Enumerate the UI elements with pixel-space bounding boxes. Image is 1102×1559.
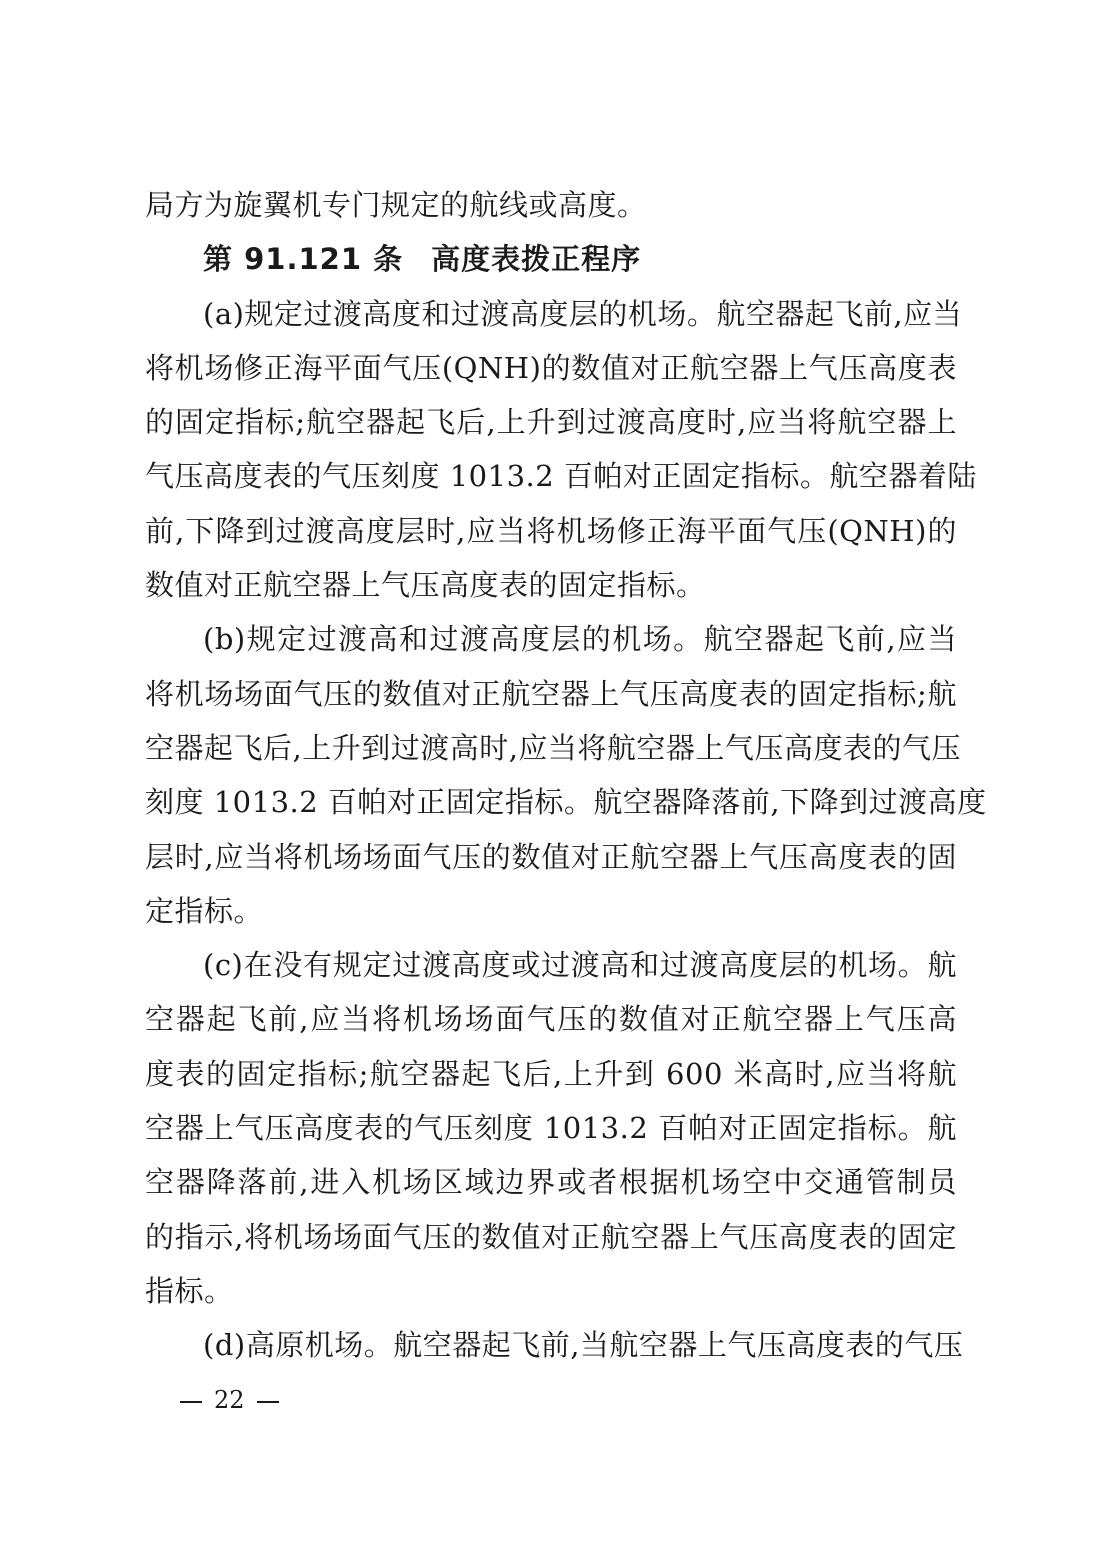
paragraph-c — [145, 938, 957, 1318]
text-line: 刻度 1013.2 百帕对正固定指标。航空器降落前,下降到过渡高度 — [145, 785, 987, 820]
text-line: 空器起飞后,上升到过渡高时,应当将航空器上气压高度表的气压 — [145, 730, 961, 765]
dash-right — [257, 1401, 279, 1403]
text-line: 度表的固定指标;航空器起飞后,上升到 600 米高时,应当将航 — [145, 1056, 957, 1091]
text-line: (d)高原机场。航空器起飞前,当航空器上气压高度表的气压 — [203, 1328, 964, 1363]
document-page — [145, 178, 987, 1373]
text-line: (a)规定过渡高度和过渡高度层的机场。航空器起飞前,应当 — [203, 296, 963, 331]
text-line: 局方为旋翼机专门规定的航线或高度。 — [145, 188, 647, 222]
dash-left — [180, 1401, 202, 1403]
text-line: 指标。 — [145, 1273, 234, 1308]
article-number: 第 91.121 条 — [203, 242, 404, 277]
text-line: 将机场修正海平面气压(QNH)的数值对正航空器上气压高度表 — [145, 350, 957, 385]
article-title: 高度表拨正程序 — [431, 242, 642, 277]
article-heading — [145, 232, 957, 286]
paragraph-a — [145, 287, 977, 613]
text-line: 空器起飞前,应当将机场场面气压的数值对正航空器上气压高 — [145, 1002, 957, 1037]
paragraph-d — [145, 1318, 964, 1372]
paragraph-b — [145, 612, 987, 938]
text-line: 层时,应当将机场场面气压的数值对正航空器上气压高度表的固 — [145, 839, 957, 874]
text-line: 的固定指标;航空器起飞后,上升到过渡高度时,应当将航空器上 — [145, 405, 957, 440]
text-line: 气压高度表的气压刻度 1013.2 百帕对正固定指标。航空器着陆 — [145, 459, 977, 494]
text-line: 前,下降到过渡高度层时,应当将机场修正海平面气压(QNH)的 — [145, 513, 957, 548]
text-line: (c)在没有规定过渡高度或过渡高和过渡高度层的机场。航 — [203, 948, 957, 983]
page-number-value: 22 — [214, 1386, 245, 1414]
text-line: 的指示,将机场场面气压的数值对正航空器上气压高度表的固定 — [145, 1219, 957, 1254]
text-line: 将机场场面气压的数值对正航空器上气压高度表的固定指标;航 — [145, 676, 957, 711]
page-number — [168, 1386, 291, 1414]
text-line: 空器降落前,进入机场区域边界或者根据机场空中交通管制员 — [145, 1165, 957, 1200]
text-line: 空器上气压高度表的气压刻度 1013.2 百帕对正固定指标。航 — [145, 1111, 957, 1146]
text-line: 数值对正航空器上气压高度表的固定指标。 — [145, 568, 706, 603]
text-line: (b)规定过渡高和过渡高度层的机场。航空器起飞前,应当 — [203, 622, 957, 657]
text-line: 定指标。 — [145, 893, 264, 928]
